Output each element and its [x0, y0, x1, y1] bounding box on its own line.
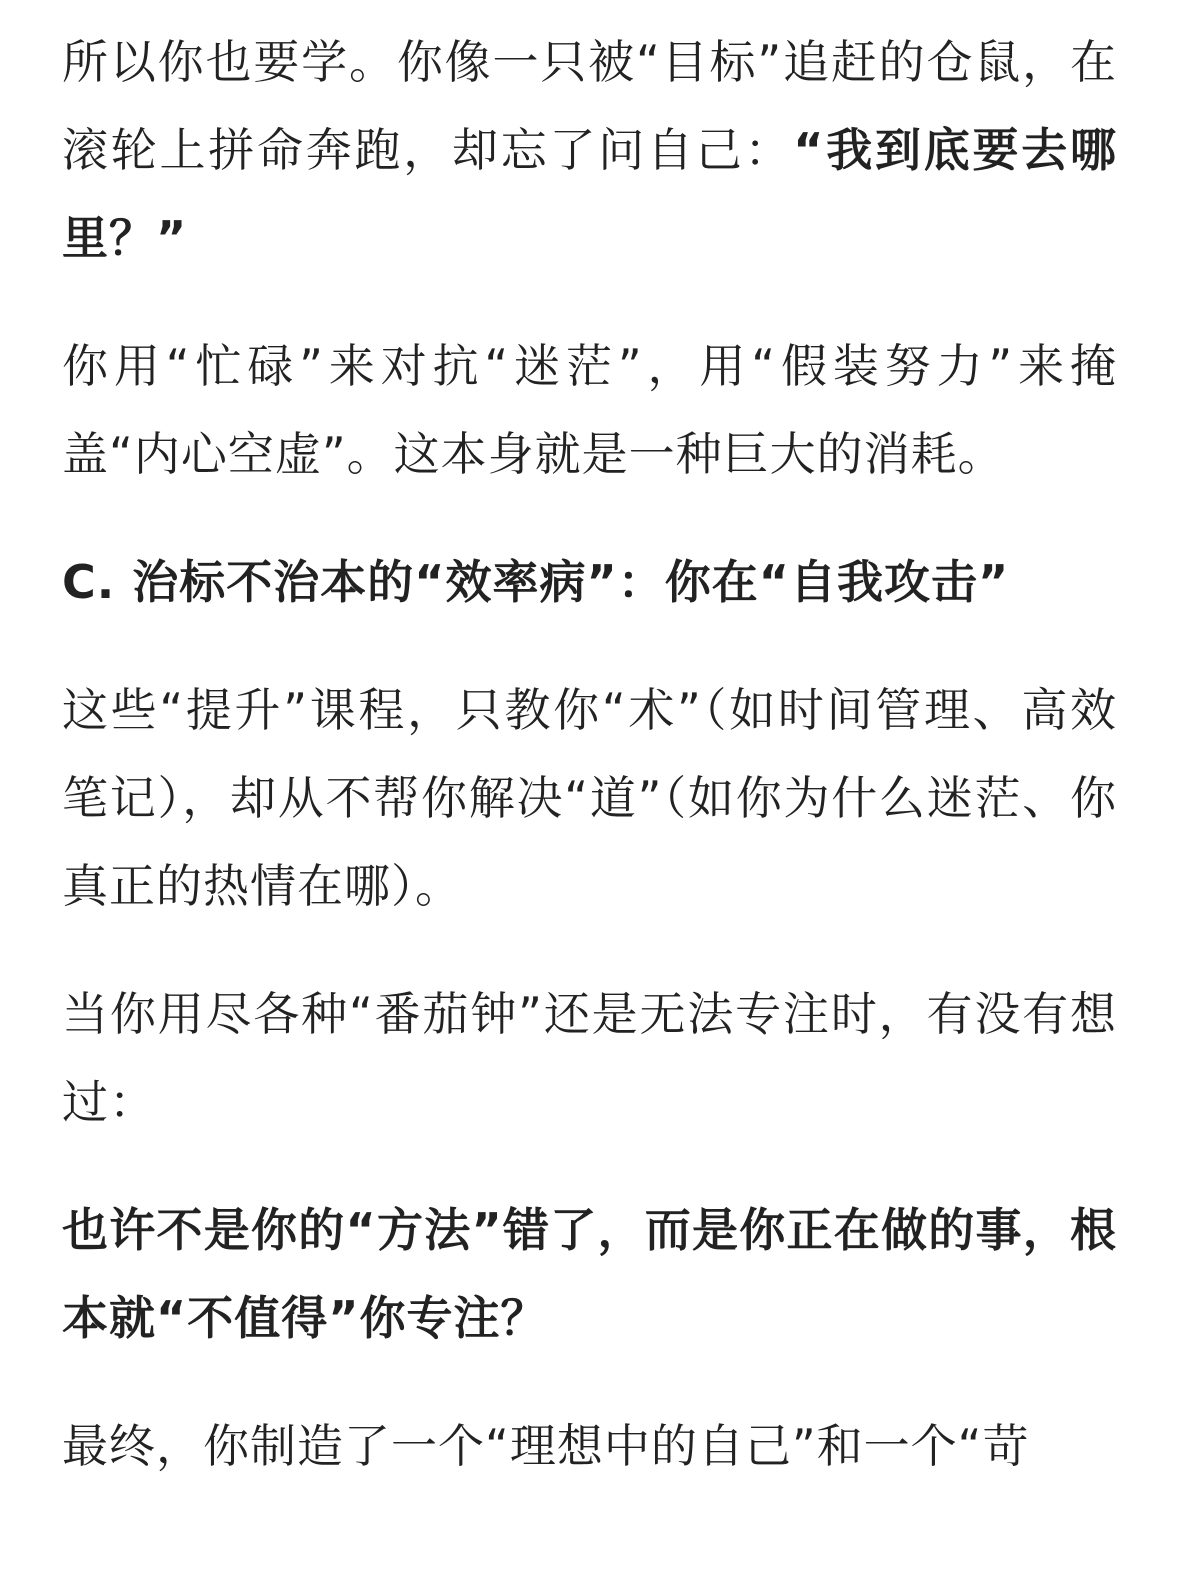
- article-body: [62, 0, 1117, 1490]
- paragraph-intro: [62, 0, 1117, 282]
- paragraph-pomodoro: 当你用尽各种“番茄钟”还是无法专注时，有没有想过：: [62, 987, 1117, 1129]
- paragraph-busyness: 你用“忙碌”来对抗“迷茫”，用“假装努力”来掩盖“内心空虚”。这本身就是一种巨大的消耗。: [62, 339, 1117, 481]
- paragraph-conclusion: 最终，你制造了一个“理想中的自己”和一个“苛: [62, 1419, 1030, 1473]
- section-heading-c: C. 治标不治本的“效率病”：你在“自我攻击”: [62, 555, 1010, 609]
- paragraph-intro-emphasis: “我到底要去哪里？”: [62, 123, 1118, 265]
- paragraph-emphasis-not-worth: 也许不是你的“方法”错了，而是你正在做的事，根本就“不值得”你专注？: [62, 1203, 1117, 1345]
- paragraph-intro-text: 所以你也要学。你像一只被“目标”追赶的仓鼠，在滚轮上拼命奔跑，却忘了问自己：: [62, 35, 1117, 177]
- paragraph-courses: 这些“提升”课程，只教你“术”（如时间管理、高效笔记），却从不帮你解决“道”（如你为什么迷茫、你真正的热情在哪）。: [62, 683, 1117, 913]
